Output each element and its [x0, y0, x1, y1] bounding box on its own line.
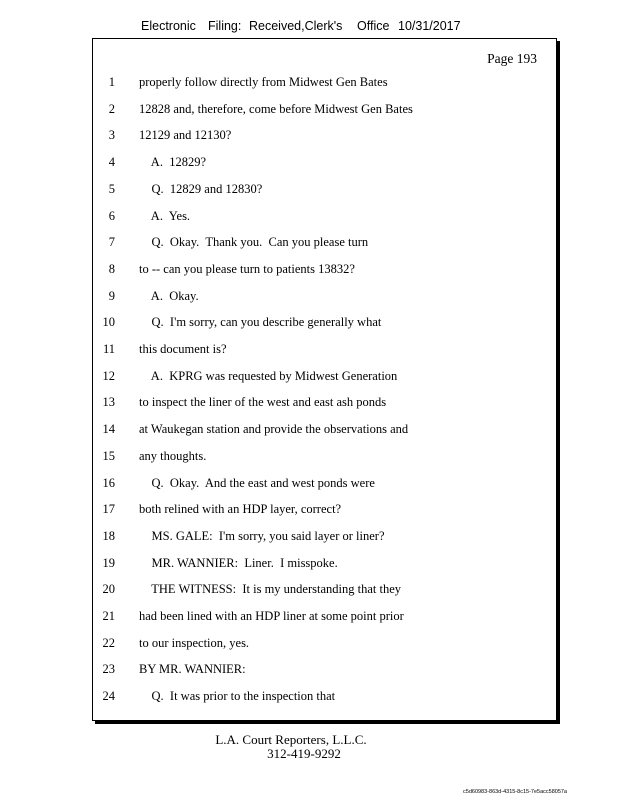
line-number: 15	[102, 448, 115, 463]
transcript-line	[93, 366, 556, 386]
line-number: 2	[108, 101, 115, 116]
line-number: 7	[108, 235, 115, 250]
transcript-line	[93, 499, 556, 519]
header-electronic: Electronic	[141, 19, 196, 33]
transcript-line	[93, 686, 556, 706]
line-number: 3	[108, 128, 115, 143]
filing-header	[141, 19, 481, 35]
line-number: 9	[108, 288, 115, 303]
transcript-page	[92, 38, 557, 721]
line-text: to our inspection, yes.	[139, 635, 250, 650]
line-number: 10	[102, 315, 115, 330]
line-number: 20	[102, 582, 115, 597]
line-number: 16	[102, 475, 115, 490]
line-text: any thoughts.	[139, 448, 207, 463]
line-text: both relined with an HDP layer, correct?	[139, 502, 342, 517]
transcript-line	[93, 446, 556, 466]
transcript-line	[93, 259, 556, 279]
line-text: MS. GALE: I'm sorry, you said layer or liner?	[139, 528, 385, 543]
transcript-line	[93, 392, 556, 412]
line-text: A. KPRG was requested by Midwest Generation	[139, 368, 398, 383]
document-id: c5d60983-863d-4315-8c15-7e5acc58057a	[463, 789, 567, 795]
transcript-line	[93, 339, 556, 359]
line-number: 6	[108, 208, 115, 223]
line-text: BY MR. WANNIER:	[139, 662, 246, 677]
line-text: 12129 and 12130?	[139, 128, 232, 143]
line-number: 18	[102, 528, 115, 543]
transcript-line	[93, 206, 556, 226]
page-number: Page 193	[487, 51, 537, 66]
line-text: had been lined with an HDP liner at some point prior	[139, 609, 404, 623]
line-text: Q. It was prior to the inspection that	[139, 689, 336, 704]
line-number: 14	[102, 422, 115, 437]
line-number: 24	[102, 689, 115, 704]
line-text: Q. 12829 and 12830?	[139, 181, 263, 196]
transcript-line	[93, 99, 556, 119]
header-received: Received,Clerk's	[249, 19, 343, 33]
line-text: MR. WANNIER: Liner. I misspoke.	[139, 555, 338, 570]
line-number: 8	[108, 261, 115, 276]
line-number: 21	[102, 609, 115, 623]
transcript-line	[93, 633, 556, 653]
line-number: 13	[102, 395, 115, 410]
line-text: properly follow directly from Midwest Gen Bates	[139, 75, 388, 89]
transcript-line	[93, 232, 556, 252]
transcript-line	[93, 72, 556, 92]
transcript-line	[93, 312, 556, 332]
footer-phone: 312-419-9292	[267, 746, 341, 761]
line-text: to -- can you please turn to patients 13832?	[139, 261, 355, 276]
transcript-line	[93, 179, 556, 199]
footer-company: L.A. Court Reporters, L.L.C.	[215, 732, 367, 747]
transcript-line	[93, 659, 556, 679]
line-text: A. 12829?	[139, 155, 207, 170]
line-number: 22	[102, 635, 115, 650]
transcript-line	[93, 579, 556, 599]
line-text: THE WITNESS: It is my understanding that they	[139, 582, 402, 597]
transcript-line	[93, 125, 556, 145]
line-text: Q. Okay. Thank you. Can you please turn	[139, 235, 369, 250]
line-number: 5	[108, 181, 115, 196]
line-number: 12	[102, 368, 115, 383]
transcript-line	[93, 152, 556, 172]
line-number: 17	[102, 502, 115, 517]
line-text: at Waukegan station and provide the observations and	[139, 422, 409, 437]
line-number: 19	[102, 555, 115, 570]
header-date: 10/31/2017	[398, 19, 461, 33]
transcript-line	[93, 286, 556, 306]
line-text: A. Okay.	[139, 288, 199, 303]
line-text: this document is?	[139, 342, 227, 356]
line-number: 11	[102, 342, 115, 356]
line-text: to inspect the liner of the west and east ash ponds	[139, 395, 387, 410]
transcript-line	[93, 473, 556, 493]
transcript-line	[93, 553, 556, 573]
line-text: 12828 and, therefore, come before Midwest Gen Bates	[139, 101, 413, 116]
transcript-line	[93, 606, 556, 626]
line-number: 23	[102, 662, 115, 677]
line-number: 1	[108, 75, 115, 89]
transcript-line	[93, 526, 556, 546]
transcript-line	[93, 419, 556, 439]
line-number: 4	[108, 155, 115, 170]
header-filing: Filing:	[208, 19, 242, 33]
line-text: Q. I'm sorry, can you describe generally what	[139, 315, 382, 330]
line-text: Q. Okay. And the east and west ponds were	[139, 475, 375, 490]
header-office: Office	[357, 19, 390, 33]
line-text: A. Yes.	[139, 208, 191, 223]
